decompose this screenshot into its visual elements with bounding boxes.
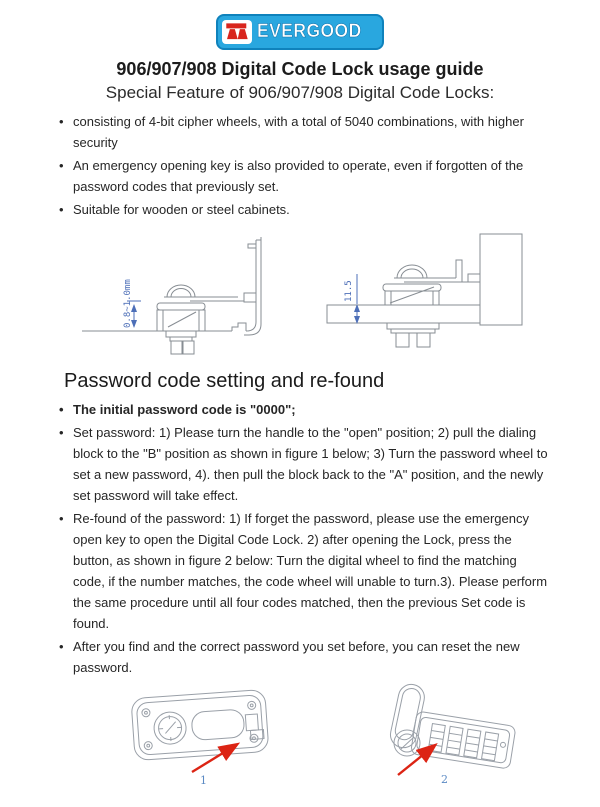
step-text: The initial password code is "0000"; <box>73 402 296 417</box>
dimension-label-thickness: 11.5 <box>344 280 354 302</box>
step-item <box>58 636 550 678</box>
step-text: Set password: 1) Please turn the handle to the "open" position; 2) pull the dialing block to the "B" position as shown in figure 1 below; 3) Turn the password wheel to set a new password, 4). then pull the block back to the "A" position, and the newly set password will take effect. <box>73 425 548 503</box>
feature-text: An emergency opening key is also provided to operate, even if forgotten of the password codes that previously set. <box>73 158 524 194</box>
page-subtitle: Special Feature of 906/907/908 Digital Code Locks: <box>105 83 495 102</box>
step-text: Re-found of the password: 1) If forget the password, please use the emergency open key to open the Digital Code Lock. 2) after opening the Lock, press the button, as shown in figure 2 below: Turn the digital wheel to find the matching code, if the number matches, the code wheel will unable to turn.3). Please perform the same procedure until all four codes matched, then the previous Set code is found. <box>73 511 548 631</box>
step-item <box>58 422 550 506</box>
feature-item <box>58 155 558 197</box>
evergood-logo <box>216 14 385 50</box>
section-heading: Password code setting and re-found <box>64 370 385 392</box>
step-list <box>58 399 550 680</box>
figures-row <box>0 680 600 807</box>
figure-1-pointer-arrow <box>192 745 236 772</box>
step-text: After you find and the correct password you set before, you can reset the new password. <box>73 639 520 675</box>
feature-item <box>58 111 558 153</box>
installation-diagrams <box>0 224 600 362</box>
code-wheel-body <box>410 711 515 769</box>
logo-text: EVERGOOD <box>256 21 362 42</box>
dimension-label-gap: 0.8~1.0mm <box>123 279 133 328</box>
step-item <box>58 399 550 420</box>
step-item <box>58 508 550 634</box>
feature-text: consisting of 4-bit cipher wheels, with a total of 5040 combinations, with higher security <box>73 114 524 150</box>
code-wheels <box>428 724 498 761</box>
figure-1-lock-back <box>131 689 269 772</box>
lock-handle <box>388 682 427 750</box>
evergood-mark-icon <box>222 20 252 44</box>
figure-1-label: 1 <box>200 774 207 787</box>
logo-row <box>0 14 600 50</box>
metal-cabinet-diagram <box>82 237 261 354</box>
installation-diagrams-svg <box>0 224 600 357</box>
bullet-icon: • <box>59 402 64 417</box>
figures-svg <box>0 680 600 802</box>
feature-item <box>58 199 558 220</box>
page-title: 906/907/908 Digital Code Lock usage guide <box>116 59 484 79</box>
figure-2-pointer-arrow <box>398 746 434 775</box>
metal-diagram-dimension <box>123 279 141 328</box>
feature-list <box>58 111 558 222</box>
wood-diagram-dimension <box>344 274 357 323</box>
figure-2-lock-front <box>388 682 516 775</box>
bullet-icon: • <box>59 158 64 173</box>
figure-2-label: 2 <box>441 773 448 786</box>
bullet-icon: • <box>59 639 64 654</box>
wood-cabinet-diagram <box>327 234 522 347</box>
bullet-icon: • <box>59 425 64 440</box>
bullet-icon: • <box>59 114 64 129</box>
bullet-icon: • <box>59 202 64 217</box>
feature-text: Suitable for wooden or steel cabinets. <box>73 202 290 217</box>
bullet-icon: • <box>59 511 64 526</box>
